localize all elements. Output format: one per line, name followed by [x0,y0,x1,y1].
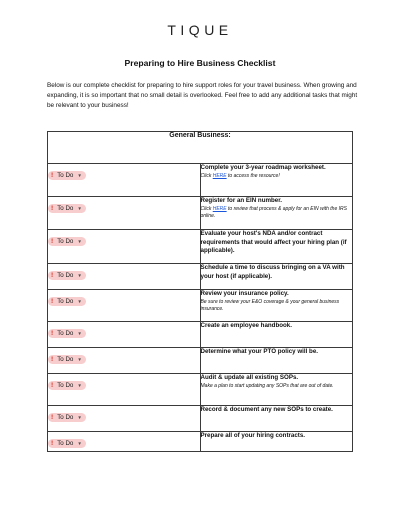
task-note: Click HERE to access the resource! [200,172,280,179]
table-row [48,374,353,406]
exclamation-icon: ! [51,356,54,363]
chevron-down-icon: ▼ [77,331,82,336]
status-dropdown[interactable] [48,413,86,422]
task-note: Be sure to review your E&O coverage & your general business insurance. [200,298,340,313]
exclamation-icon: ! [51,382,54,389]
table-row [48,348,353,374]
task-title: Record & document any new SOPs to create. [200,406,333,413]
status-dropdown[interactable] [48,237,86,246]
exclamation-icon: ! [51,414,54,421]
task-title: Schedule a time to discuss bringing on a VA with your host (if applicable). [200,264,345,280]
task-title: Prepare all of your hiring contracts. [200,432,306,439]
chevron-down-icon: ▼ [77,239,82,244]
task-note: Make a plan to start updating any SOPs that are out of date. [200,382,334,389]
exclamation-icon: ! [51,205,54,212]
chevron-down-icon: ▼ [77,299,82,304]
table-row [48,406,353,432]
status-label: To Do [57,238,74,245]
exclamation-icon: ! [51,298,54,305]
page-title: Preparing to Hire Business Checklist [124,58,276,68]
table-row [48,290,353,322]
status-label: To Do [57,414,74,421]
task-title: Create an employee handbook. [200,322,292,329]
brand-logo: TIQUE [167,22,233,38]
chevron-down-icon: ▼ [77,383,82,388]
section-header: General Business: [48,132,353,164]
table-row [48,197,353,230]
ein-link[interactable]: HERE [212,205,227,212]
chevron-down-icon: ▼ [77,173,82,178]
task-title: Complete your 3-year roadmap worksheet. [200,164,326,171]
exclamation-icon: ! [51,238,54,245]
task-note: Click HERE to review that process & apply for an EIN with the IRS online. [200,205,347,220]
task-title: Audit & update all existing SOPs. [200,374,299,381]
table-row [48,230,353,264]
status-label: To Do [57,272,74,279]
status-label: To Do [57,382,74,389]
chevron-down-icon: ▼ [77,357,82,362]
status-dropdown[interactable] [48,271,86,280]
chevron-down-icon: ▼ [77,441,82,446]
status-label: To Do [57,356,74,363]
status-dropdown[interactable] [48,171,86,180]
checklist-table [47,131,353,452]
chevron-down-icon: ▼ [77,273,82,278]
table-row [48,432,353,452]
table-row [48,164,353,197]
task-title: Determine what your PTO policy will be. [200,348,318,355]
task-title: Evaluate your host's NDA and/or contract requirements that would affect your hiring plan (if applicable). [200,230,347,255]
status-label: To Do [57,440,74,447]
task-title: Review your insurance policy. [200,290,289,297]
table-row [48,264,353,290]
resource-link[interactable]: HERE [212,172,227,179]
status-dropdown[interactable] [48,204,86,213]
exclamation-icon: ! [51,330,54,337]
exclamation-icon: ! [51,440,54,447]
status-label: To Do [57,330,74,337]
status-dropdown[interactable] [48,381,86,390]
status-dropdown[interactable] [48,297,86,306]
exclamation-icon: ! [51,272,54,279]
status-label: To Do [57,298,74,305]
status-dropdown[interactable] [48,355,86,364]
status-dropdown[interactable] [48,439,86,448]
chevron-down-icon: ▼ [77,206,82,211]
table-row [48,322,353,348]
status-label: To Do [57,205,74,212]
status-dropdown[interactable] [48,329,86,338]
task-title: Register for an EIN number. [200,197,282,204]
intro-paragraph: Below is our complete checklist for preparing to hire support roles for your travel business. When growing and expanding, it is so important that no small detail is overlooked. Feel free to add any additional tasks that might be relevant to your business! [47,82,358,109]
chevron-down-icon: ▼ [77,415,82,420]
status-label: To Do [57,172,74,179]
exclamation-icon: ! [51,172,54,179]
